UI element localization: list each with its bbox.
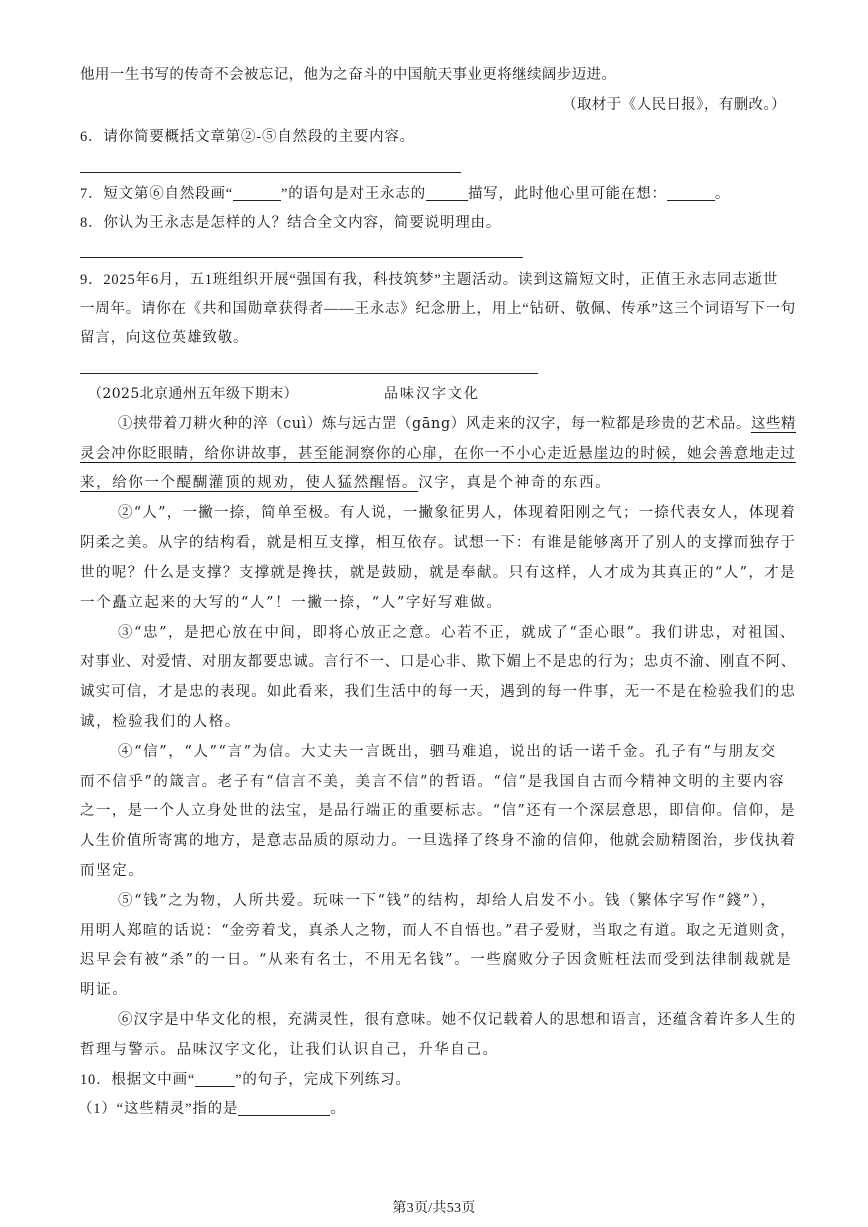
paragraph-2-line-4: 一个矗立起来的大写的“人”！一撇一捺，“人”字好写难做。	[80, 595, 503, 611]
underlined-sentence-end: 来，给你一个醍醐灌顶的规劝，使人猛然醒悟。	[80, 475, 419, 491]
paragraph-3-line-1: ③“忠”，是把心放在中间，即将心放正之意。心若不正，就成了“歪心眼”。我们讲忠，对祖国、	[118, 625, 796, 641]
paragraph-4-line-2: 而不信乎”的箴言。老子有“信言不美，美言不信”的哲语。“信”是我国自古而今精神文明的主要内容	[80, 774, 786, 790]
answer-line-q9[interactable]	[80, 373, 538, 374]
blank-q7-description-type[interactable]	[426, 184, 468, 201]
source-note: （取材于《人民日报》，有删改。）	[562, 97, 786, 113]
paragraph-5-line-2: 用明人郑暄的话说：“金旁着戈，真杀人之物，而人不自悟也。”君子爱财，当取之有道。取之无道则贪，	[80, 923, 796, 939]
question-10-1: （1）“这些精灵”指的是 。	[78, 1101, 346, 1117]
paragraph-4-line-5: 而坚定。	[80, 863, 145, 879]
blank-q10-1-answer[interactable]	[238, 1099, 330, 1116]
paragraph-5-line-1: ⑤“钱”之为物，人所共爱。玩味一下“钱”的结构，却给人启发不小。钱（繁体字写作“錢”），	[118, 893, 777, 909]
paragraph-1-line-1: ①挟带着刀耕火种的淬（cuì）炼与远古罡（gāng）风走来的汉字，每一粒都是珍贵的艺术品。这些精	[118, 416, 796, 432]
answer-line-q6[interactable]	[80, 172, 461, 173]
paragraph-5-line-3: 迟早会有被“杀”的一日。“从来有名士，不用无名钱”。一些腐败分子因贪赃枉法而受到法律制裁就是	[80, 952, 793, 968]
blank-q10-marked	[195, 1070, 235, 1087]
blank-q7-thought[interactable]	[667, 184, 715, 201]
question-7: 7．短文第⑥自然段画“ ”的语句是对王永志的 描写，此时他心里可能在想： 。	[80, 186, 731, 202]
underlined-sentence-start: 这些精	[750, 416, 796, 432]
paragraph-1-line-2: 灵会冲你眨眼睛，给你讲故事，甚至能洞察你的心扉，在你一不小心走近悬崖边的时候，她会善意地走过	[80, 446, 796, 462]
passage-closing-line: 他用一生书写的传奇不会被忘记，他为之奋斗的中国航天事业更将继续阔步迈进。	[80, 67, 617, 83]
paragraph-6-line-1: ⑥汉字是中华文化的根，充满灵性，很有意味。她不仅记载着人的思想和语言，还蕴含着许多人生的	[118, 1012, 796, 1028]
paragraph-6-line-2: 哲理与警示。品味汉字文化，让我们认识自己，升华自己。	[80, 1042, 499, 1058]
paragraph-2-line-2: 阴柔之美。从字的结构看，就是相互支撑，相互依存。试想一下：有谁是能够离开了别人的支撑而独存于	[80, 535, 796, 551]
section-source: （2025北京通州五年级下期末）	[88, 386, 299, 402]
paragraph-4-line-4: 人生价值所寄寓的地方，是意志品质的原动力。一旦选择了终身不渝的信仰，他就会励精图治，步伐执着	[80, 833, 796, 849]
paragraph-2-line-1: ②“人”，一撇一捺，简单至极。有人说，一撇象征男人，体现着阳刚之气；一捺代表女人，体现着	[118, 505, 796, 521]
question-9-line-3: 留言，向这位英雄致敬。	[80, 330, 249, 346]
blank-q7-marked-phrase[interactable]	[233, 184, 281, 201]
paragraph-4-line-3: 之一，是一个人立身处世的法宝，是品行端正的重要标志。“信”还有一个深层意思，即信仰。信仰，是	[80, 803, 796, 819]
paragraph-3-line-2: 对事业、对爱情、对朋友都要忠诚。言行不一、口是心非、欺下媚上不是忠的行为；忠贞不渝、刚直不阿、	[80, 654, 796, 670]
paragraph-1-line-3: 来，给你一个醍醐灌顶的规劝，使人猛然醒悟。汉字，真是个神奇的东西。	[80, 475, 612, 491]
answer-line-q8[interactable]	[80, 257, 523, 258]
paragraph-5-line-4: 明证。	[80, 982, 129, 998]
question-8: 8．你认为王永志是怎样的人？结合全文内容，简要说明理由。	[80, 215, 502, 231]
paragraph-3-line-4: 诚，检验我们的人格。	[80, 714, 241, 730]
paragraph-3-line-3: 诚实可信，才是忠的表现。如此看来，我们生活中的每一天，遇到的每一件事，无一不是在检验我们的忠	[80, 684, 796, 700]
page-number: 第3页/共53页	[392, 1201, 476, 1216]
question-6: 6．请你简要概括文章第②-⑤自然段的主要内容。	[80, 129, 415, 145]
paragraph-4-line-1: ④“信”，“人”“言”为信。大丈夫一言既出，驷马难追，说出的话一诺千金。孔子有“与朋友交	[118, 744, 777, 760]
passage-title: 品味汉字文化	[384, 386, 480, 402]
question-9-line-2: 一周年。请你在《共和国勋章获得者——王永志》纪念册上，用上“钻研、敬佩、传承”这三个词语写下一句	[80, 301, 796, 317]
paragraph-2-line-3: 世的呢？什么是支撑？支撑就是搀扶，就是鼓励，就是奉献。只有这样，人才成为其真正的“人”，才是	[80, 565, 796, 581]
question-9-line-1: 9．2025年6月，五1班组织开展“强国有我，科技筑梦”主题活动。读到这篇短文时，正值王永志同志逝世	[80, 272, 779, 288]
question-10: 10．根据文中画“ ”的句子，完成下列练习。	[80, 1072, 411, 1088]
